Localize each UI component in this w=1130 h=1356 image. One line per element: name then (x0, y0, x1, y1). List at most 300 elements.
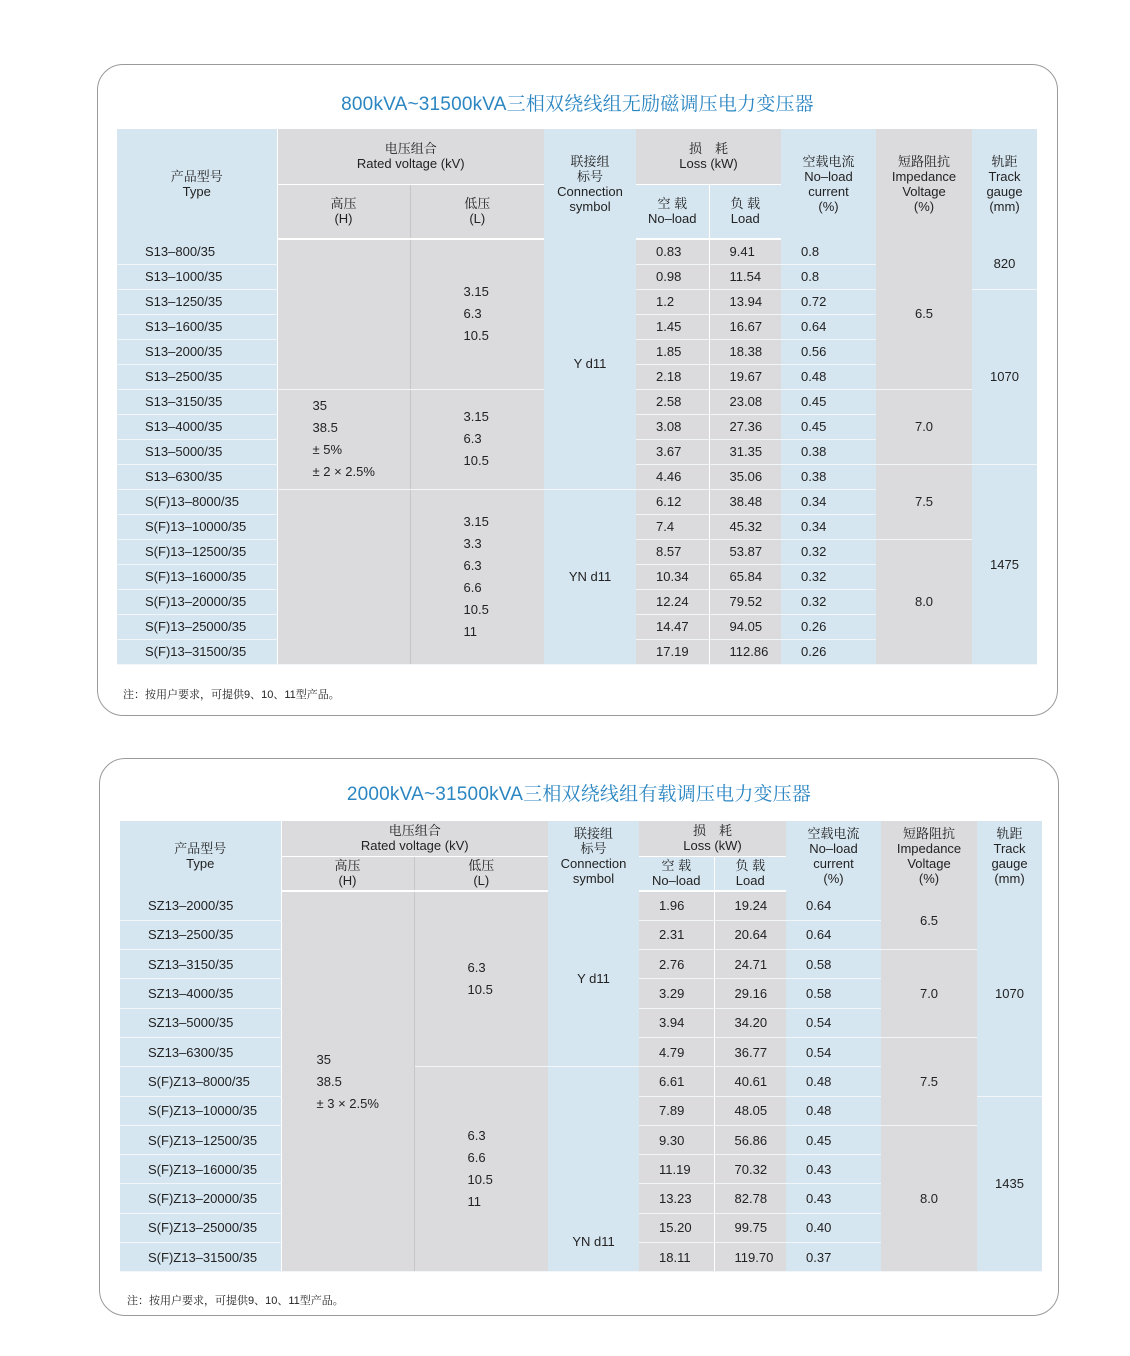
hv-header (281, 856, 414, 891)
load-cell-value: 31.35 (729, 444, 763, 459)
type-cell-value: S(F)13–12500/35 (145, 544, 247, 559)
load-en: Load (735, 873, 765, 889)
type-cell-value: S13–1600/35 (145, 319, 223, 334)
lv-group2-cell-lines (464, 406, 545, 472)
noload-cell-value: 1.45 (656, 319, 682, 334)
nlc-en1: No–load (804, 169, 853, 184)
current-cell-value: 0.54 (806, 1044, 832, 1060)
hv-group-cell (281, 891, 414, 1272)
noload-cell (639, 1096, 714, 1125)
type-cell-value: S13–5000/35 (145, 444, 223, 459)
load-cell-value: 20.64 (734, 927, 768, 943)
track-cell-value: 820 (993, 256, 1016, 272)
lv-group1-cell-line: 10.5 (463, 328, 489, 344)
current-cell (781, 514, 876, 539)
type-cell-value: S13–2500/35 (145, 369, 223, 384)
current-cell-value: 0.54 (806, 1015, 832, 1031)
table2-body (120, 891, 1042, 1272)
track-en2: gauge (986, 184, 1023, 199)
type-cell (117, 489, 277, 514)
load-cell (714, 950, 786, 979)
current-cell-value: 0.32 (801, 594, 827, 609)
track-en1: Track (993, 841, 1026, 856)
type-cell (120, 979, 281, 1008)
current-cell (781, 564, 876, 589)
load-cell (709, 389, 781, 414)
lv-cn: 低压 (468, 858, 495, 874)
current-cell (786, 1213, 881, 1242)
hv-group-cell-line: ± 3 × 2.5% (316, 1095, 379, 1111)
load-cell-value: 24.71 (734, 956, 768, 972)
connection-cell-yd11-value: Y d11 (577, 971, 610, 987)
noload-current-header (786, 821, 881, 891)
table2-note: 注：按用户要求，可提供9、10、11型产品。 (127, 1295, 344, 1307)
noload-cell (639, 920, 714, 949)
type-cell-value: S13–800/35 (145, 243, 216, 259)
current-cell (781, 364, 876, 389)
current-cell-value: 0.43 (806, 1191, 832, 1207)
current-cell (781, 264, 876, 289)
track-cell-value: 1070 (990, 369, 1019, 384)
load-cell-value: 35.06 (729, 469, 763, 484)
table2-title: 2000kVA~31500kVA三相双绕线组有载调压电力变压器 (346, 784, 812, 805)
track-cell (977, 891, 1042, 1096)
noload-cell-value: 4.46 (656, 469, 682, 484)
nlc-en2: current (813, 856, 854, 871)
noload-cell (639, 1008, 714, 1037)
impedance-header (881, 821, 977, 891)
load-cell (709, 514, 781, 539)
current-cell-value: 0.26 (801, 644, 827, 659)
noload-cell (636, 489, 709, 514)
connection-cn1: 联接组 (574, 826, 614, 841)
track-en2: gauge (991, 856, 1028, 871)
type-cell-value: SZ13–2000/35 (148, 897, 234, 913)
lv-group1-cell (410, 239, 544, 389)
load-en: Load (730, 211, 760, 227)
track-header (977, 821, 1042, 891)
current-cell-value: 0.37 (806, 1249, 832, 1265)
load-cell (714, 1037, 786, 1066)
loss-cn: 损 耗 (689, 141, 729, 157)
imp-en3: (%) (918, 871, 940, 886)
lv-group3-cell-line: 3.3 (463, 535, 482, 551)
hv-cn: 高压 (330, 196, 357, 212)
noload-cell (639, 979, 714, 1008)
noload-cell-value: 1.96 (659, 898, 685, 914)
lv-group2-cell (414, 1067, 548, 1272)
hv-group-cell-line: 35 (312, 398, 327, 413)
load-cell (714, 1243, 786, 1272)
lv-en: (L) (469, 211, 486, 227)
type-cell (117, 264, 277, 289)
type-cell (120, 1184, 281, 1213)
imp-en1: Impedance (891, 169, 957, 184)
load-cell-value: 112.86 (729, 644, 769, 659)
hv-en: (H) (338, 873, 357, 889)
current-cell (781, 439, 876, 464)
connection-cell-yd11 (548, 891, 639, 1067)
table1-note: 注：按用户要求，可提供9、10、11型产品。 (123, 689, 340, 701)
type-header-cn: 产品型号 (174, 841, 227, 856)
type-cell-value: S(F)Z13–31500/35 (148, 1249, 258, 1265)
table1 (117, 129, 1037, 665)
load-cell (714, 979, 786, 1008)
type-cell (120, 1125, 281, 1154)
noload-cell (639, 891, 714, 920)
noload-header (639, 856, 714, 891)
impedance-header (876, 129, 972, 239)
noload-cell-value: 3.08 (656, 419, 682, 434)
noload-cell-value: 0.98 (656, 269, 682, 284)
noload-cell-value: 6.61 (659, 1073, 685, 1089)
noload-cell (636, 464, 709, 489)
load-cell (714, 1067, 786, 1096)
current-cell-value: 0.48 (806, 1103, 832, 1119)
current-cell (786, 1037, 881, 1066)
current-cell-value: 0.32 (801, 544, 827, 559)
table1-title: 800kVA~31500kVA三相双绕线组无励磁调压电力变压器 (341, 94, 814, 115)
load-cell-value: 79.52 (729, 594, 763, 609)
current-cell (786, 950, 881, 979)
current-cell-value: 0.72 (801, 294, 827, 309)
type-cell (120, 1213, 281, 1242)
current-cell-value: 0.45 (801, 419, 827, 434)
load-cell (709, 339, 781, 364)
load-cell-value: 119.70 (734, 1249, 774, 1265)
track-cell (972, 239, 1037, 289)
connection-en2: symbol (572, 871, 615, 886)
hv-header (277, 184, 410, 239)
lv-group2-cell-line: 6.6 (467, 1150, 486, 1166)
noload-cell-value: 7.4 (656, 519, 675, 534)
type-cell-value: S(F)13–25000/35 (145, 619, 247, 634)
current-cell (781, 389, 876, 414)
noload-cell (636, 314, 709, 339)
current-cell-value: 0.8 (801, 243, 820, 259)
impedance-cell-value: 7.0 (919, 986, 939, 1002)
noload-cell (639, 950, 714, 979)
nlc-cn: 空载电流 (807, 826, 860, 841)
load-cell-value: 99.75 (734, 1220, 768, 1236)
impedance-cell (876, 464, 972, 539)
current-cell-value: 0.43 (806, 1161, 832, 1177)
current-cell-value: 0.45 (801, 394, 827, 409)
load-cell (709, 614, 781, 639)
load-cell (709, 264, 781, 289)
current-cell (786, 1008, 881, 1037)
noload-cell (639, 1184, 714, 1213)
noload-cell-value: 15.20 (659, 1220, 692, 1236)
type-cell-value: SZ13–6300/35 (148, 1044, 234, 1060)
type-cell (120, 1037, 281, 1066)
load-cell (714, 1155, 786, 1184)
current-cell-value: 0.34 (801, 494, 827, 509)
load-cell (709, 639, 781, 664)
load-cell (714, 920, 786, 949)
track-header (972, 129, 1037, 239)
noload-current-header (781, 129, 876, 239)
current-cell-value: 0.64 (806, 927, 832, 943)
load-cell-value: 53.87 (729, 544, 763, 559)
type-cell-value: S(F)Z13–25000/35 (148, 1220, 258, 1236)
hv-group-cell-lines (317, 1049, 414, 1115)
load-cell (709, 414, 781, 439)
current-cell (781, 414, 876, 439)
load-cell (714, 1008, 786, 1037)
lv-group2-cell-line: 10.5 (467, 1172, 493, 1188)
type-cell (117, 464, 277, 489)
noload-cell (639, 1243, 714, 1272)
current-cell (786, 979, 881, 1008)
impedance-cell (881, 891, 977, 950)
type-cell (117, 564, 277, 589)
type-cell (117, 339, 277, 364)
connection-header (544, 129, 636, 239)
type-cell-value: S(F)Z13–12500/35 (148, 1132, 258, 1148)
current-cell (781, 339, 876, 364)
noload-cell-value: 0.83 (656, 244, 682, 260)
lv-group1-cell-lines (464, 281, 545, 347)
load-cell (709, 589, 781, 614)
type-cell (117, 514, 277, 539)
noload-cell (636, 564, 709, 589)
connection-cn2: 标号 (577, 169, 604, 184)
hv-group-cell-lines (313, 395, 410, 483)
noload-cell-value: 6.12 (656, 494, 682, 509)
load-cell (709, 464, 781, 489)
load-cell (709, 239, 781, 264)
table-row (117, 239, 1037, 264)
imp-en3: (%) (913, 199, 935, 214)
type-cell-value: S13–4000/35 (145, 419, 223, 434)
noload-cell-value: 7.89 (659, 1103, 685, 1119)
load-cell (714, 1213, 786, 1242)
load-cell-value: 23.08 (729, 394, 763, 409)
noload-cell-value: 9.30 (659, 1132, 685, 1148)
noload-cell-value: 17.19 (656, 644, 689, 659)
impedance-cell-value: 7.5 (919, 1073, 939, 1089)
table1-panel (97, 64, 1058, 716)
noload-cell-value: 8.57 (656, 544, 682, 559)
noload-cell (636, 239, 709, 264)
connection-cell-yd11 (544, 239, 636, 489)
loss-header (636, 129, 781, 184)
type-cell-value: SZ13–2500/35 (148, 927, 234, 943)
noload-cell-value: 14.47 (656, 619, 689, 634)
noload-cell (636, 364, 709, 389)
connection-en2: symbol (569, 199, 611, 214)
noload-cell (639, 1037, 714, 1066)
type-cell-value: S(F)Z13–16000/35 (148, 1161, 258, 1177)
nlc-en2: current (808, 184, 849, 199)
type-cell (117, 589, 277, 614)
current-cell-value: 0.64 (806, 897, 832, 913)
type-cell-value: S13–6300/35 (145, 469, 223, 484)
rated-voltage-en: Rated voltage (kV) (356, 156, 465, 172)
impedance-cell (876, 539, 972, 664)
type-cell-value: S(F)13–10000/35 (145, 519, 247, 534)
current-cell-value: 0.32 (801, 569, 827, 584)
connection-header (548, 821, 639, 891)
imp-en1: Impedance (896, 841, 962, 856)
type-cell (120, 1096, 281, 1125)
table2-panel (99, 758, 1059, 1316)
lv-group2-cell-line: 6.3 (463, 431, 482, 446)
current-cell (786, 1184, 881, 1213)
type-cell-value: S(F)13–31500/35 (145, 644, 247, 659)
lv-group2-cell (410, 389, 544, 489)
track-cell (972, 289, 1037, 464)
load-cell (709, 564, 781, 589)
type-cell-value: S(F)13–20000/35 (145, 594, 247, 609)
type-cell-value: SZ13–4000/35 (148, 986, 234, 1002)
load-cell-value: 56.86 (734, 1132, 768, 1148)
noload-cell-value: 3.67 (656, 444, 682, 459)
noload-cell (636, 539, 709, 564)
current-cell (781, 589, 876, 614)
track-en3: (mm) (994, 871, 1025, 886)
hv-group-cell (277, 389, 410, 489)
noload-cell (639, 1067, 714, 1096)
table-row (120, 891, 1042, 920)
lv-group1-cell-line: 3.15 (463, 284, 489, 300)
lv-en: (L) (473, 873, 490, 889)
load-cell-value: 16.67 (729, 319, 763, 334)
loss-en: Loss (kW) (679, 156, 738, 172)
hv-group-cell-line: 35 (316, 1051, 331, 1067)
rated-voltage-cn: 电压组合 (384, 141, 437, 157)
lv-group1-cell-lines (468, 957, 549, 1001)
imp-en2: Voltage (907, 856, 951, 871)
current-cell (781, 314, 876, 339)
rated-voltage-header (281, 821, 548, 856)
noload-cell (636, 414, 709, 439)
type-cell (117, 439, 277, 464)
noload-cell-value: 11.19 (659, 1161, 691, 1177)
type-cell (117, 239, 277, 264)
type-cell (117, 314, 277, 339)
type-cell (120, 1008, 281, 1037)
lv-cn: 低压 (464, 196, 491, 212)
imp-en2: Voltage (902, 184, 946, 199)
type-cell (117, 539, 277, 564)
lv-group2-cell-line: 11 (467, 1194, 481, 1210)
type-cell-value: S13–1000/35 (145, 269, 223, 284)
track-cn: 轨距 (991, 154, 1018, 169)
type-cell (120, 1155, 281, 1184)
imp-cn: 短路阻抗 (903, 826, 956, 841)
current-cell (781, 464, 876, 489)
current-cell (786, 1096, 881, 1125)
lv-group2-cell-line: 10.5 (463, 453, 489, 468)
noload-cell-value: 10.34 (656, 569, 689, 584)
track-cell-value: 1475 (990, 556, 1019, 572)
load-header (714, 856, 786, 891)
noload-cell-value: 2.31 (659, 927, 685, 943)
hv-group-cell-line: 38.5 (312, 420, 338, 435)
nlc-en3: (%) (818, 199, 839, 214)
imp-cn: 短路阻抗 (898, 154, 951, 169)
load-cell-value: 70.32 (734, 1161, 768, 1177)
noload-cell (636, 389, 709, 414)
loss-en: Loss (kW) (683, 838, 742, 854)
type-cell-value: SZ13–3150/35 (148, 956, 234, 972)
lv-group3-cell-line: 10.5 (463, 601, 489, 617)
current-cell-value: 0.40 (806, 1220, 832, 1236)
current-cell-value: 0.38 (801, 469, 827, 484)
lv-group2-cell-line: 3.15 (463, 409, 489, 424)
type-header (117, 129, 277, 239)
current-cell-value: 0.48 (806, 1073, 832, 1089)
noload-cell (639, 1213, 714, 1242)
connection-cell-yd11-value: Y d11 (573, 356, 607, 372)
type-cell (117, 364, 277, 389)
noload-cell-value: 1.85 (656, 344, 682, 359)
load-cell-value: 27.36 (729, 419, 763, 434)
noload-cell (636, 439, 709, 464)
current-cell (781, 289, 876, 314)
current-cell (781, 614, 876, 639)
noload-cn: 空 载 (661, 858, 692, 874)
type-header-cn: 产品型号 (170, 169, 223, 184)
noload-cell (636, 614, 709, 639)
load-cell-value: 45.32 (729, 519, 763, 534)
track-cell (977, 1096, 1042, 1272)
noload-cell (636, 514, 709, 539)
rated-voltage-header (277, 129, 544, 184)
lv-group3-cell-line: 3.15 (463, 513, 489, 529)
load-cn: 负 载 (730, 196, 761, 212)
current-cell (786, 1243, 881, 1272)
lv-group3-cell-line: 6.6 (463, 579, 482, 595)
impedance-cell (881, 1037, 977, 1125)
load-cell (714, 1184, 786, 1213)
noload-cell-value: 18.11 (659, 1249, 691, 1265)
type-cell-value: S(F)Z13–8000/35 (148, 1073, 250, 1089)
current-cell-value: 0.64 (801, 319, 827, 334)
noload-cell-value: 3.29 (659, 986, 685, 1002)
lv-group3-cell-lines (464, 511, 545, 643)
lv-group1-cell (414, 891, 548, 1067)
load-cell-value: 36.77 (734, 1044, 768, 1060)
load-cell (709, 289, 781, 314)
noload-cell (636, 289, 709, 314)
track-en3: (mm) (989, 199, 1020, 214)
lv-group1-cell-line: 6.3 (467, 960, 486, 976)
type-cell-value: S(F)Z13–10000/35 (148, 1103, 258, 1119)
load-cell-value: 11.54 (729, 269, 762, 284)
impedance-cell (876, 389, 972, 464)
type-cell-value: S13–3150/35 (145, 394, 223, 409)
noload-cell-value: 2.58 (656, 394, 682, 409)
load-cell-value: 34.20 (734, 1015, 768, 1031)
noload-cell (636, 639, 709, 664)
type-cell (117, 614, 277, 639)
load-cell-value: 29.16 (734, 986, 768, 1002)
noload-cell-value: 2.18 (656, 369, 682, 384)
nlc-en3: (%) (823, 871, 844, 886)
current-cell-value: 0.58 (806, 986, 832, 1002)
lv-group3-cell-line: 6.3 (463, 557, 482, 573)
noload-cell-value: 13.23 (659, 1191, 692, 1207)
nlc-en1: No–load (809, 841, 858, 856)
type-header-en: Type (186, 856, 215, 871)
connection-cell-ynd11 (548, 1067, 639, 1272)
lv-header (410, 184, 544, 239)
track-cell (972, 464, 1037, 664)
type-header-en: Type (182, 184, 211, 199)
